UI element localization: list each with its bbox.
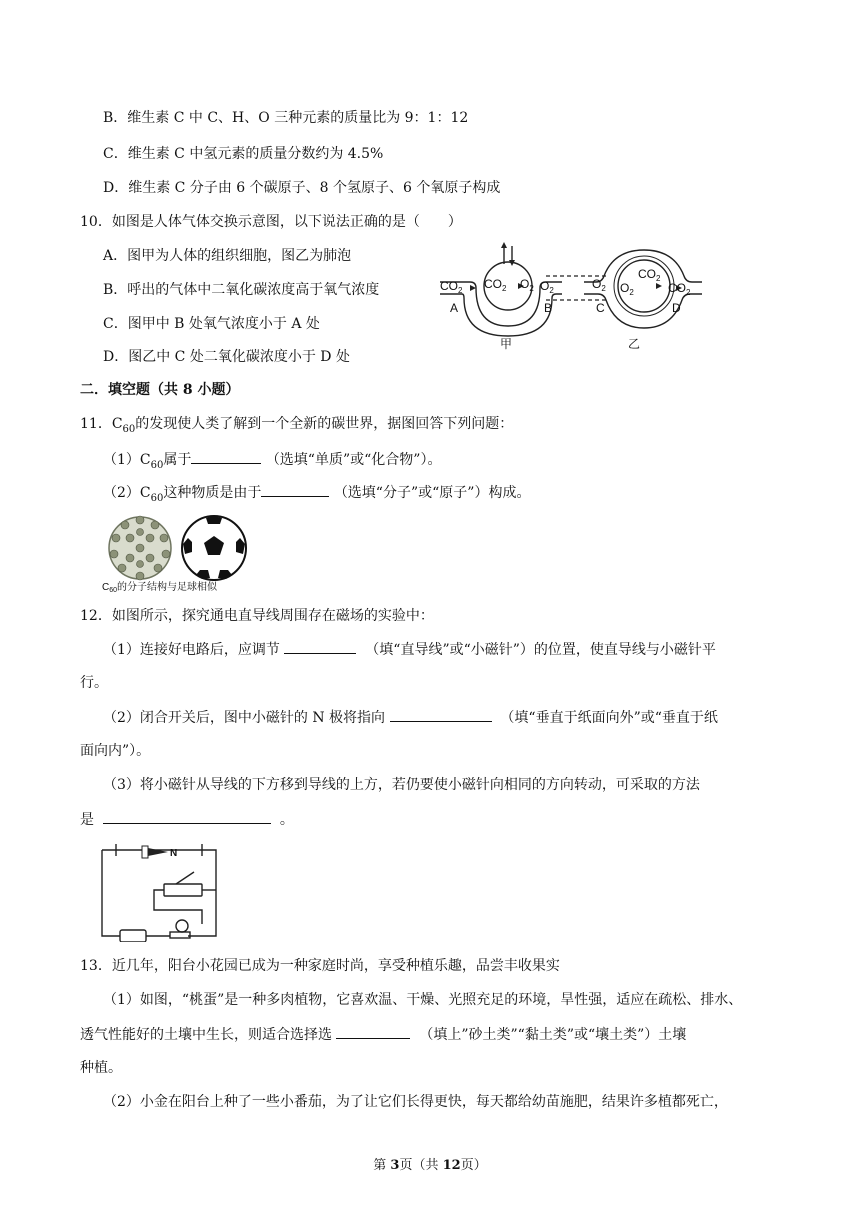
svg-text:CO2: $CO_2$ (440, 279, 463, 295)
circuit-figure (98, 842, 224, 942)
fig-o2-cell: O (520, 277, 530, 291)
fig-label-d: D (672, 301, 681, 315)
fig-label-b: B (544, 301, 553, 315)
q12-part3: （3）将小磁针从导线的下方移到导线的上方，若仍要使小磁针向相同的方向转动，可采取的方法 (103, 777, 700, 793)
c60-caption: $C_{60}$的分子结构与足球相似 (102, 582, 218, 594)
q13-blank-1[interactable] (336, 1024, 410, 1039)
fig-o2-b: O (540, 279, 550, 293)
q10-option-a: A．图甲为人体的组织细胞，图乙为肺泡 (103, 248, 352, 264)
q12-stem: 12．如图所示，探究通电直导线周围存在磁场的实验中： (80, 608, 434, 624)
fig-label-yi: 乙 (628, 337, 641, 351)
c60-figure (100, 510, 260, 594)
footer-page-number: 3 (390, 1158, 400, 1173)
q11-part1: $(1)C_{60}$属于 （选填“单质”或“化合物”）。 (103, 449, 441, 476)
q11-part2: $(2)C_{60}$这种物质是由于 （选填“分子”或“原子”）构成。 (103, 482, 530, 509)
q13-part1-line3: 种植。 (80, 1060, 122, 1076)
q9-option-b: B．维生素 C 中 C、H、O 三种元素的质量比为 9：1：12 (103, 110, 469, 126)
c60-molecule-icon (109, 516, 171, 580)
fig-co2-left: CO (440, 279, 458, 293)
svg-text:CO2: $CO_2$ (638, 267, 661, 283)
q11-stem: 11．$C_{60}$的发现使人类了解到一个全新的碳世界，据图回答下列问题： (80, 416, 514, 435)
svg-text:CO2: $CO_2$ (668, 281, 691, 297)
section-heading: 二．填空题（共 8 小题） (80, 382, 240, 398)
q12-part2-cont: 面向内”）。 (80, 743, 151, 759)
q12-blank-2[interactable] (390, 707, 492, 722)
q11-blank-1[interactable] (191, 449, 261, 464)
q9-option-c: C．维生素 C 中氢元素的质量分数约为 4.5% (103, 146, 384, 162)
soccer-ball-icon (182, 516, 246, 580)
q10-stem: 10．如图是人体气体交换示意图，以下说法正确的是（ ） (80, 214, 462, 230)
q9-option-d: D．维生素 C 分子由 6 个碳原子、8 个氢原子、6 个氧原子构成 (103, 180, 501, 196)
compass-n-label: N (170, 848, 178, 859)
q10-option-d: D．图乙中 C 处二氧化碳浓度小于 D 处 (103, 349, 350, 365)
q10-option-c: C．图甲中 B 处氧气浓度小于 A 处 (103, 316, 320, 332)
q13-part2-line1: （2）小金在阳台上种了一些小番茄，为了让它们长得更快，每天都给幼苗施肥，结果许多植都死亡， (103, 1094, 728, 1110)
q12-part3-cont: 是 。 (80, 809, 294, 830)
fig-o2-alveolus: O (620, 281, 630, 295)
fig-o2-c: O (592, 277, 602, 291)
svg-text:O2: $O_2$ (520, 277, 534, 293)
svg-text:CO2: $CO_2$ (484, 277, 507, 293)
svg-text:O2: $O_2$ (592, 277, 606, 293)
q13-stem: 13．近几年，阳台小花园已成为一种家庭时尚，享受种植乐趣，品尝丰收果实 (80, 958, 560, 974)
q10-option-b: B．呼出的气体中二氧化碳浓度高于氧气浓度 (103, 282, 380, 298)
fig-co2-cell: CO (484, 277, 502, 291)
page-footer: 第 3页（共 12页） (373, 1158, 487, 1173)
fig-co2-alveolus: CO (638, 267, 656, 281)
fig-co2-d: CO (668, 281, 686, 295)
q11-blank-2[interactable] (261, 482, 329, 497)
q13-part1-line1: （1）如图，“桃蛋”是一种多肉植物，它喜欢温、干燥、光照充足的环境，旱性强，适应在疏松、排水、 (103, 992, 743, 1008)
svg-text:O2: $O_2$ (540, 279, 554, 295)
q12-blank-1[interactable] (284, 639, 356, 654)
q12-part1-cont: 行。 (80, 675, 108, 691)
compass-needle-icon (142, 846, 168, 858)
q12-part2: （2）闭合开关后，图中小磁针的 N 极将指向 （填“垂直于纸面向外”或“垂直于纸 (103, 707, 718, 728)
q12-part1: （1）连接好电路后，应调节 （填“直导线”或“小磁针”）的位置，使直导线与小磁针平 (103, 639, 716, 660)
fig-label-a: A (450, 301, 459, 315)
gas-exchange-figure (436, 236, 706, 352)
svg-text:O2: $O_2$ (620, 281, 634, 297)
q12-blank-3[interactable] (103, 809, 271, 824)
q13-part1-line2: 透气性能好的土壤中生长，则适合选择选 （填上”砂土类”“黏土类”或“壤土类”）土壤 (80, 1024, 686, 1045)
fig-label-jia: 甲 (500, 337, 513, 351)
footer-total-pages: 12 (442, 1158, 461, 1173)
fig-label-c: C (596, 301, 605, 315)
